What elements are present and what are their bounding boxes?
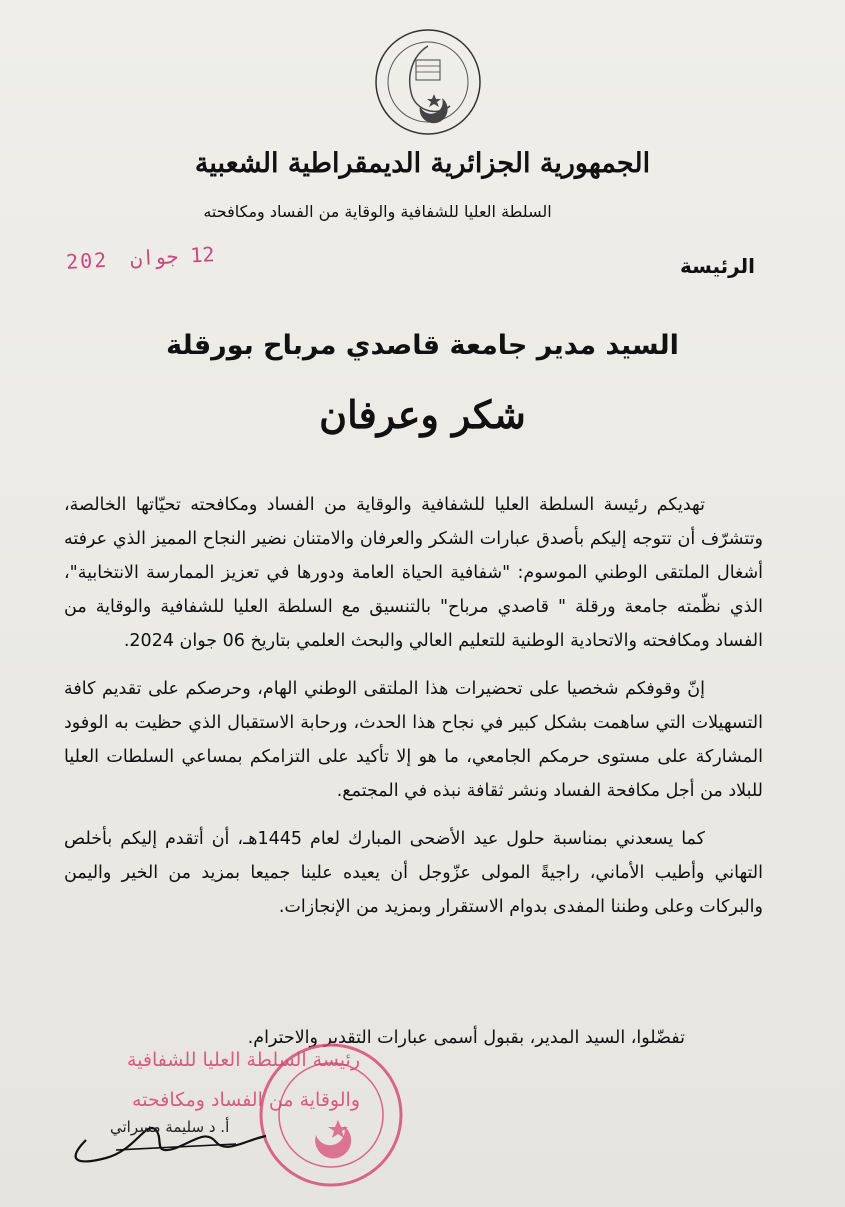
- paragraph-2: إنّ وقوفكم شخصيا على تحضيرات هذا الملتقى الوطني الهام، وحرصكم على تقديم كافة التسهيلات التي ساهمت بشكل كبير في نجاح هذا الحدث، ورحابة الاستقبال الذي حظيت به الوفود المشاركة على مستوى حرمكم الجامعي، ما هو إلا تأكيد على التزامكم بمساعي السلطات العليا للبلاد من أجل مكافحة الفساد ونشر ثقافة نبذه في المجتمع.: [64, 679, 763, 801]
- closing-line: تفضّلوا، السيد المدير، بقبول أسمى عبارات التقدير والاحترام.: [247, 1028, 685, 1048]
- letter-title: شكر وعرفان: [319, 392, 526, 437]
- date-year: 202: [65, 247, 109, 274]
- seal-line-1: رئيسة السلطة العليا للشفافية: [126, 1049, 360, 1071]
- date-stamp: [65, 242, 215, 274]
- president-label: الرئيسة: [680, 254, 755, 278]
- recipient-line: السيد مدير جامعة قاصدي مرباح بورقلة: [166, 330, 679, 361]
- date-month: جوان: [129, 244, 179, 271]
- date-day: 12: [189, 242, 216, 268]
- paragraph-1: تهديكم رئيسة السلطة العليا للشفافية والوقاية من الفساد ومكافحته تحيّاتها الخالصة، وتتشرّف أن تتوجه إليكم بأصدق عبارات الشكر والعرفان والامتنان نضير النجاح المميز الذي عرفته أشغال الملتقى الوطني الموسوم: "شفافية الحياة العامة ودورها في تعزيز الممارسة الانتخابية"، الذي نظّمته جامعة ورقلة " قاصدي مرباح" بالتنسيق مع السلطة العليا للشفافية والوقاية من الفساد ومكافحته والاتحادية الوطنية للتعليم العالي والبحث العلمي بتاريخ 06 جوان 2024.: [64, 495, 763, 651]
- state-emblem-icon: [372, 26, 484, 138]
- seal-line-2: والوقاية من الفساد ومكافحته: [132, 1089, 360, 1111]
- letter-body: [64, 488, 763, 938]
- signer-name: أ. د سليمة مسراتي: [110, 1118, 230, 1136]
- authority-name: السلطة العليا للشفافية والوقاية من الفساد ومكافحته: [203, 202, 552, 221]
- paragraph-3: كما يسعدني بمناسبة حلول عيد الأضحى المبارك لعام 1445هـ، أن أتقدم إليكم بأخلص التهاني وأطيب الأماني، راجيةً المولى عزّوجل أن يعيده علينا جميعا بمزيد من الخير واليمن والبركات وعلى وطننا المفدى بدوام الاستقرار وبمزيد من الإنجازات.: [64, 829, 763, 917]
- republic-name: الجمهورية الجزائرية الديمقراطية الشعبية: [194, 148, 651, 179]
